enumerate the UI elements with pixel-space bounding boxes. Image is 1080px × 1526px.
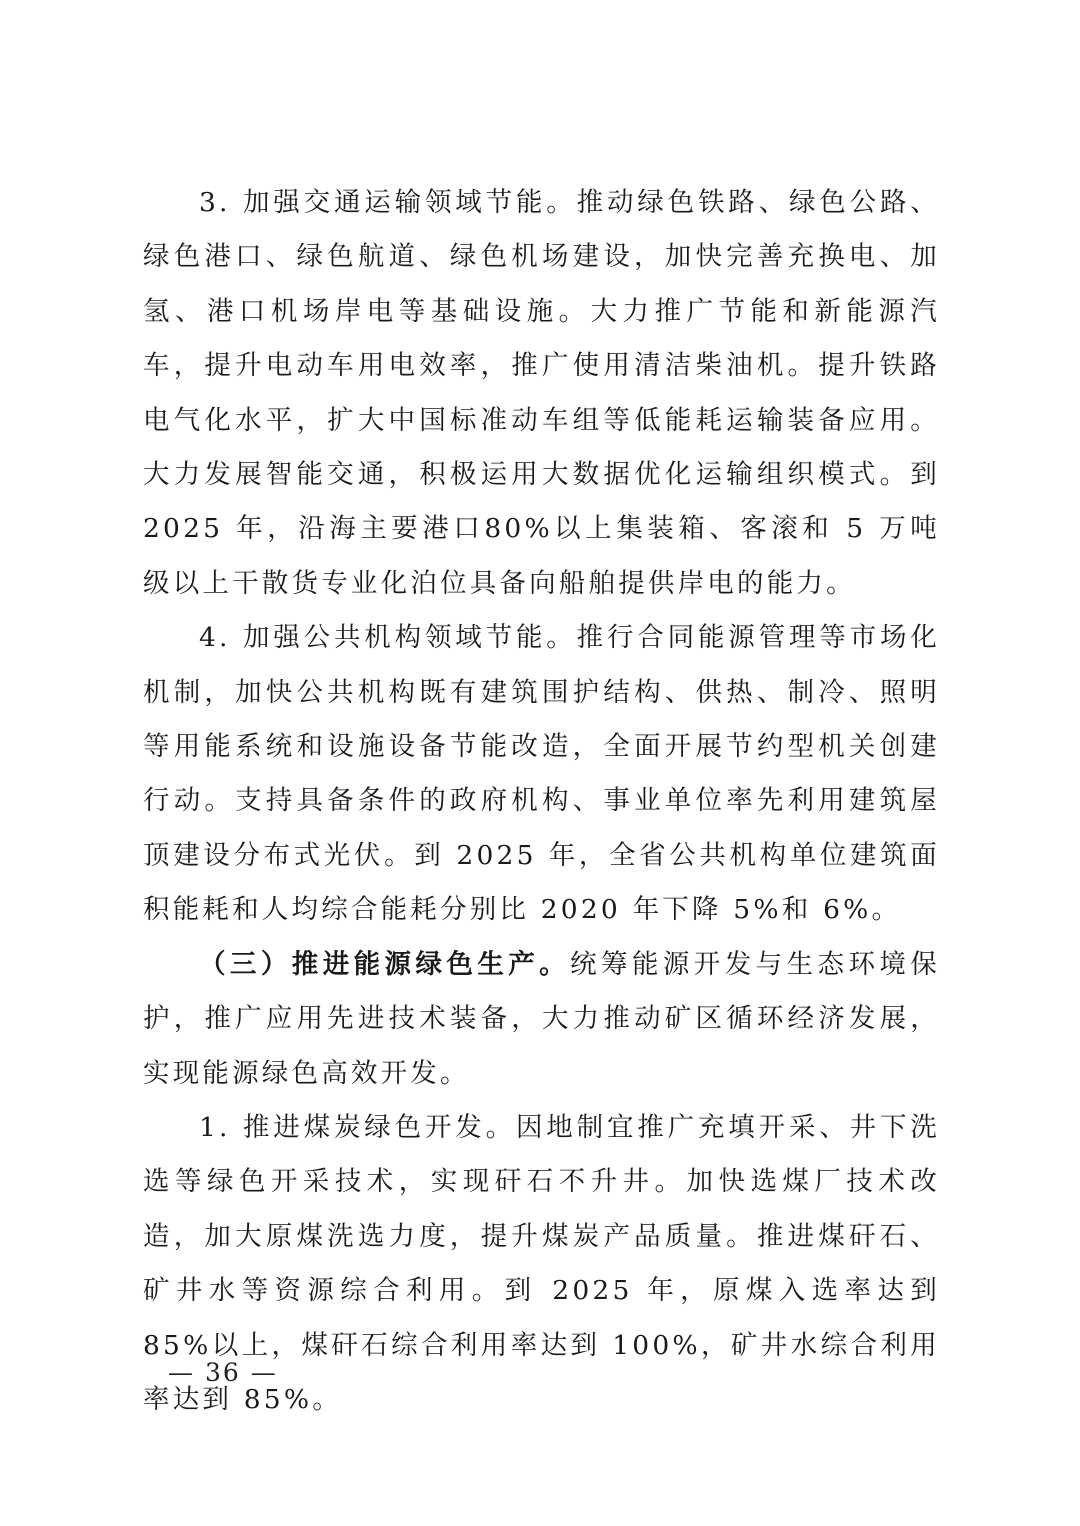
paragraph-text: 1. 推进煤炭绿色开发。因地制宜推广充填开采、井下洗选等绿色开采技术，实现矸石不升井。加快选煤厂技术改造，加大原煤洗选力度，提升煤炭产品质量。推进煤矸石、矿井水等资源综合利用。到 2025 年，原煤入选率达到 85%以上，煤矸石综合利用率达到 100%，矿井水综合利用率达到 85%。	[143, 1111, 940, 1415]
section-heading: （三）推进能源绿色生产。	[199, 948, 571, 980]
paragraph-transport-energy-saving	[143, 176, 940, 611]
paragraph-public-institution-energy-saving	[143, 611, 940, 937]
paragraph-green-energy-production	[143, 938, 940, 1101]
document-body	[143, 176, 940, 1427]
paragraph-text: 4. 加强公共机构领域节能。推行合同能源管理等市场化机制，加快公共机构既有建筑围护结构、供热、制冷、照明等用能系统和设施设备节能改造，全面开展节约型机关创建行动。支持具备条件的政府机构、事业单位率先利用建筑屋顶建设分布式光伏。到 2025 年，全省公共机构单位建筑面积能耗和人均综合能耗分别比 2020 年下降 5%和 6%。	[143, 622, 940, 926]
page-number: — 36 —	[168, 1358, 278, 1387]
paragraph-text: 统筹能源开发与生态环境保护，推广应用先进技术装备，大力推动矿区循环经济发展，实现能源绿色高效开发。	[143, 948, 940, 1089]
paragraph-text: 3. 加强交通运输领域节能。推动绿色铁路、绿色公路、绿色港口、绿色航道、绿色机场建设，加快完善充换电、加氢、港口机场岸电等基础设施。大力推广节能和新能源汽车，提升电动车用电效率，推广使用清洁柴油机。提升铁路电气化水平，扩大中国标准动车组等低能耗运输装备应用。大力发展智能交通，积极运用大数据优化运输组织模式。到 2025 年，沿海主要港口80%以上集装箱、客滚和 5 万吨级以上干散货专业化泊位具备向船舶提供岸电的能力。	[143, 187, 940, 599]
